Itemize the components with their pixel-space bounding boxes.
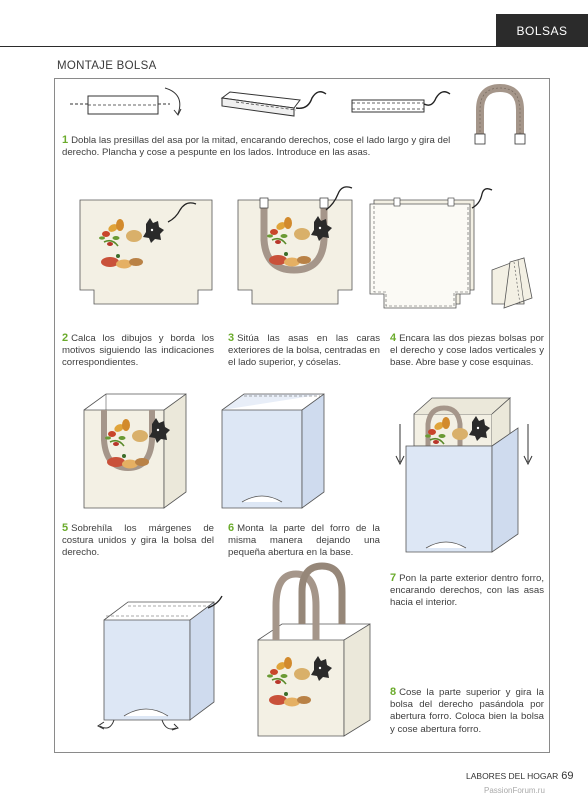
step7-caption [390,572,544,610]
page-footer [466,770,574,782]
step2-figure [76,190,220,320]
step2-number: 2 [62,332,69,344]
step7-text: Pon la parte exterior dentro forro, encarando derechos, con las asas hacia el interior. [390,573,544,609]
step8-caption [390,686,544,736]
step4-text: Encara las dos piezas bolsas por el derecho y cose lados verticales y base. Abre base y cose esquinas. [390,333,544,369]
page-header [0,14,588,48]
step8-number: 8 [390,686,397,698]
step3-figure [234,180,384,320]
step7-figure [392,384,542,564]
step8-text: Cose la parte superior y gira la bolsa del derecho pasándola por abertura forro. Coloca bien la bolsa y cose abertura forro. [390,687,544,735]
step7-number: 7 [390,572,397,584]
magazine-name: LABORES DEL HOGAR [466,771,559,781]
step5-number: 5 [62,522,69,534]
step2-caption [62,332,214,370]
fold-arrow-icon [165,88,180,114]
step4-caption [390,332,544,370]
step2-text: Calca los dibujos y borda los motivos siguiendo las indicaciones correspondientes. [62,333,214,369]
step5-text: Sobrehíla los márgenes de costura unidos y gira la bolsa del derecho. [62,523,214,559]
page-number: 69 [561,770,574,782]
step6-number: 6 [228,522,235,534]
step6-text: Monta la parte del forro de la misma manera dejando una pequeña abertura en la base. [228,523,380,559]
step8-lining-figure [90,594,240,740]
step1-caption [62,134,482,159]
step1-text: Dobla las presillas del asa por la mitad, encarando derechos, cose el lado largo y gira del derecho. Plancha y cose a pespunte en los lados. Introduce en las asas. [62,135,451,159]
step4-number: 4 [390,332,397,344]
step3-number: 3 [228,332,235,344]
page-title: MONTAJE BOLSA [57,60,157,72]
step4-figure [364,180,548,320]
section-tab: BOLSAS [496,14,588,47]
watermark: PassionForum.ru [484,786,545,795]
step5-caption [62,522,214,560]
step6-figure [214,384,354,514]
step3-text: Sitúa las asas en las caras exteriores de la bolsa, centradas en el lado superior, y cóselas. [228,333,380,369]
step6-caption [228,522,380,560]
step1-number: 1 [62,134,69,146]
step5-figure [76,384,216,514]
step3-caption [228,332,380,370]
step8-finished-bag-figure [252,560,382,740]
